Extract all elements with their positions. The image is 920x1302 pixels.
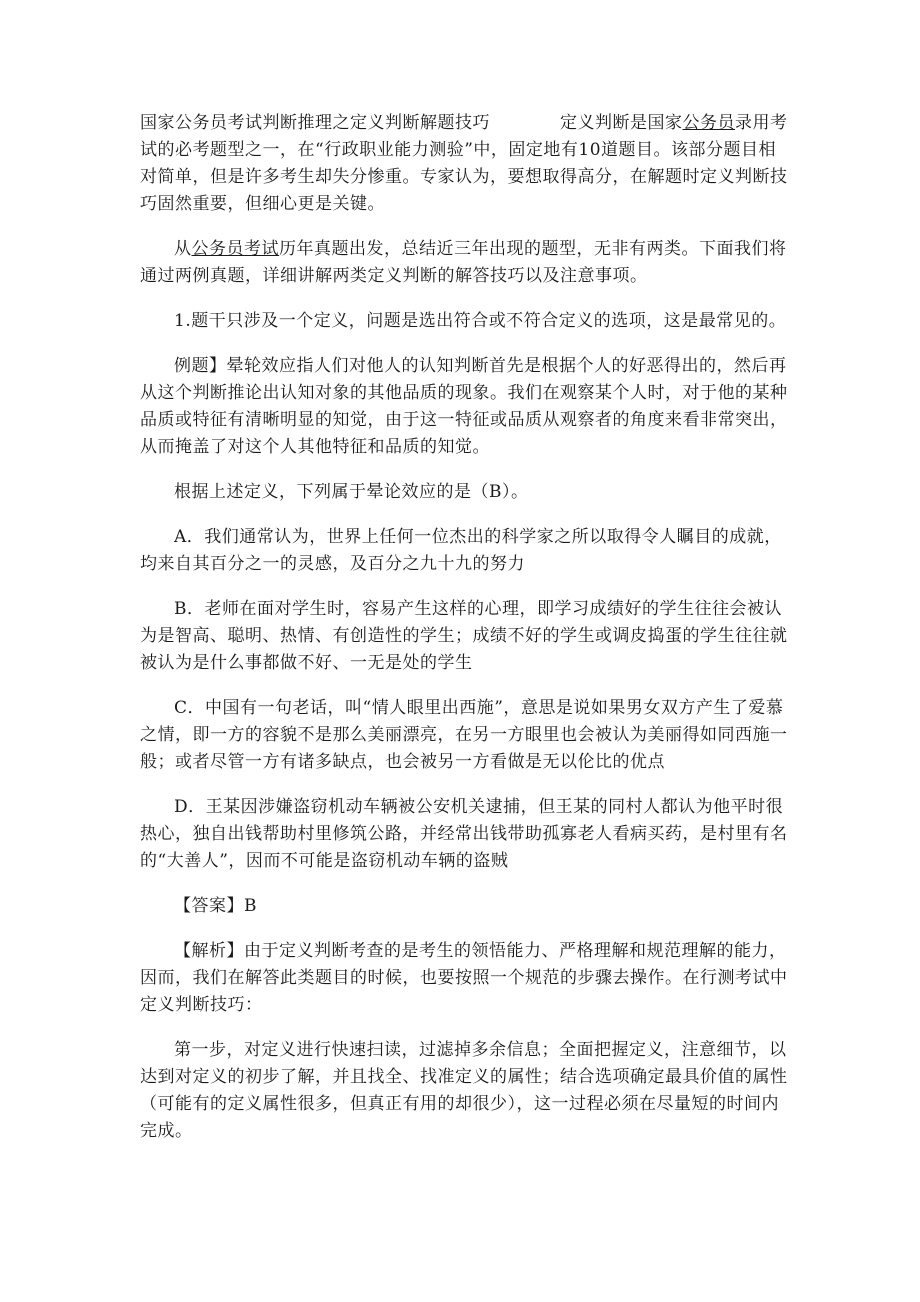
option-a: A．我们通常认为，世界上任何一位杰出的科学家之所以取得令人瞩目的成就，均来自其百分之一的灵感，及百分之九十九的努力 (140, 527, 782, 574)
overview-text-start: 从 (174, 239, 192, 259)
answer-paragraph: 【答案】B (174, 896, 257, 916)
overview-text-rest: 历年真题出发，总结近三年出现的题型，无非有两类。下面我们将通过两例真题，详细讲解两类定义判断的解答技巧以及注意事项。 (140, 239, 787, 286)
civil-servant-link[interactable]: 公务员 (682, 113, 735, 133)
intro-paragraph (140, 110, 790, 218)
analysis-paragraph: 【解析】由于定义判断考查的是考生的领悟能力、严格理解和规范理解的能力，因而，我们在解答此类题目的时候，也要按照一个规范的步骤去操作。在行测考试中定义判断技巧： (140, 941, 788, 1015)
option-b: B．老师在面对学生时，容易产生这样的心理，即学习成绩好的学生往往会被认为是智高、聪明、热情、有创造性的学生；成绩不好的学生或调皮捣蛋的学生往往就被认为是什么事都做不好、一无是处的学生 (140, 599, 788, 673)
step-one-paragraph: 第一步，对定义进行快速扫读，过滤掉多余信息；全面把握定义，注意细节，以达到对定义的初步了解，并且找全、找准定义的属性；结合选项确定最具价值的属性（可能有的定义属性很多，但真正有用的却很少），这一过程必须在尽量短的时间内完成。 (140, 1040, 788, 1141)
option-d: D．王某因涉嫌盗窃机动车辆被公安机关逮捕，但王某的同村人都认为他平时很热心，独自出钱帮助村里修筑公路，并经常出钱带助孤寡老人看病买药，是村里有名的“大善人”，因而不可能是盗窃机动车辆的盗贼 (140, 797, 788, 871)
question-paragraph: 根据上述定义，下列属于晕论效应的是（B）。 (174, 482, 529, 502)
overview-paragraph (140, 236, 790, 290)
option-c: C．中国有一句老话，叫“情人眼里出西施”，意思是说如果男女双方产生了爱慕之情，即一方的容貌不是那么美丽漂亮，在另一方眼里也会被认为美丽得如同西施一般；或者尽管一方有诸多缺点，也会被另一方看做是无以伦比的优点 (140, 698, 788, 772)
civil-servant-exam-link[interactable]: 公务员考试 (191, 239, 279, 259)
document-title: 国家公务员考试判断推理之定义判断解题技巧 (140, 113, 490, 133)
example-paragraph: 例题】晕轮效应指人们对他人的认知判断首先是根据个人的好恶得出的，然后再从这个判断推论出认知对象的其他品质的现象。我们在观察某个人时，对于他的某种品质或特征有清晰明显的知觉，由于这一特征或品质从观察者的角度来看非常突出，从而掩盖了对这个人其他特征和品质的知觉。 (140, 356, 788, 457)
type-one-paragraph: 1.题干只涉及一个定义，问题是选出符合或不符合定义的选项，这是最常见的。 (174, 311, 787, 331)
document-page (140, 110, 790, 1163)
intro-text-start: 定义判断是国家 (560, 113, 683, 133)
intro-text-rest: 录用考试的必考题型之一，在“行政职业能力测验”中，固定地有10道题目。该部分题目相对简单，但是许多考生却失分惨重。专家认为，要想取得高分，在解题时定义判断技巧固然重要，但细心更是关键。 (140, 113, 788, 214)
